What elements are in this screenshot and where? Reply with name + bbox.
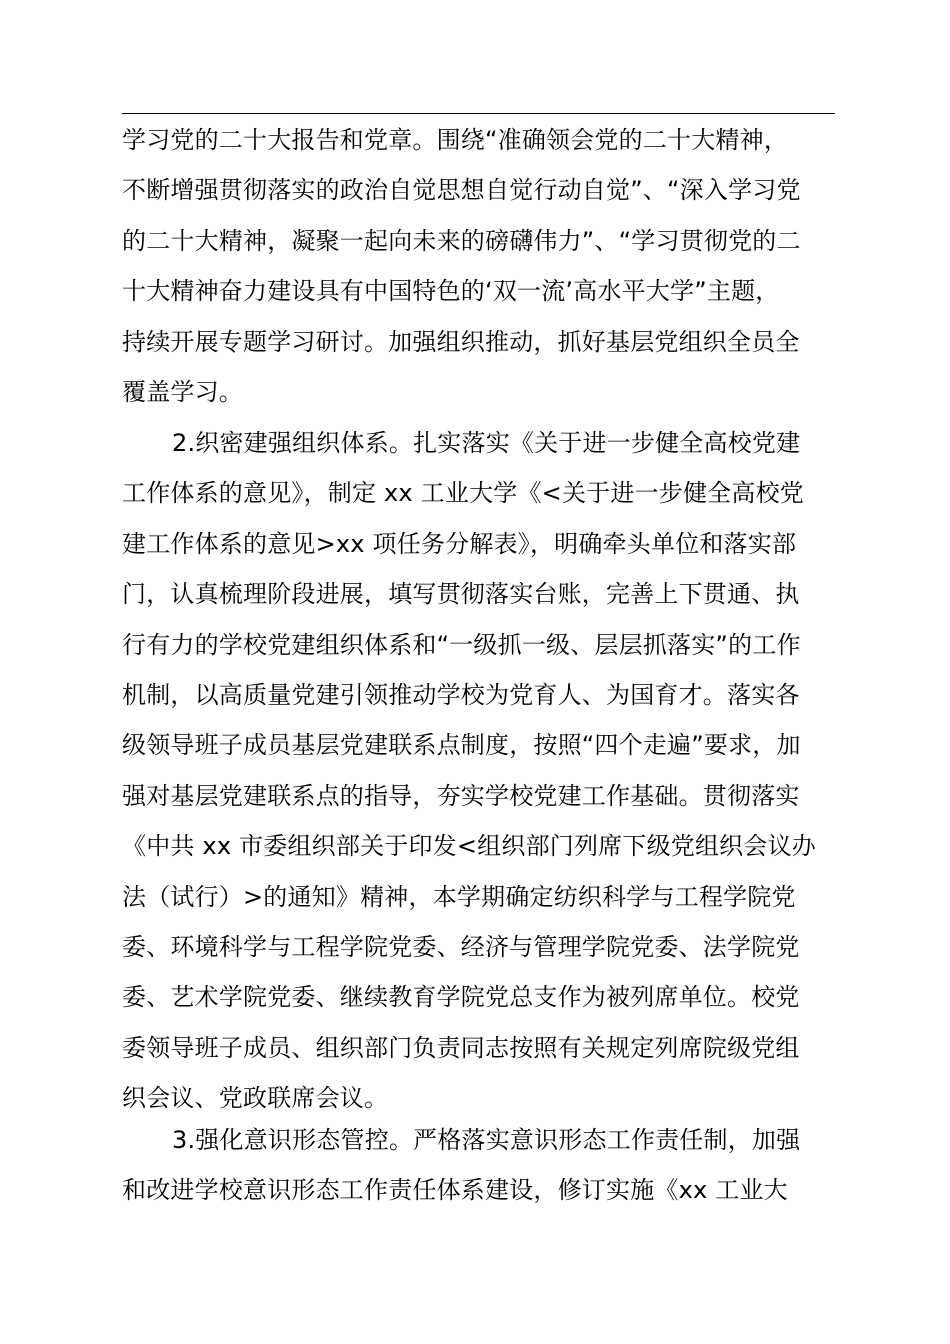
text-line: 《中共 xx 市委组织部关于印发<组织部门列席下级党组织会议办 bbox=[122, 832, 816, 861]
header-rule bbox=[122, 113, 835, 114]
text-line: 持续开展专题学习研讨。加强组织推动，抓好基层党组织全员全 bbox=[122, 327, 800, 356]
text-line: 强对基层党建联系点的指导，夯实学校党建工作基础。贯彻落实 bbox=[122, 781, 800, 810]
text-line: 织会议、党政联席会议。 bbox=[122, 1084, 389, 1113]
text-line: 的二十大精神，凝聚一起向未来的磅礴伟力”、“学习贯彻党的二 bbox=[122, 226, 801, 255]
text-line: 和改进学校意识形态工作责任体系建设，修订实施《xx 工业大 bbox=[122, 1176, 788, 1205]
paragraph-1 bbox=[122, 115, 835, 417]
text-line: 委领导班子成员、组织部门负责同志按照有关规定列席院级党组 bbox=[122, 1033, 800, 1062]
text-line: 法（试行）>的通知》精神，本学期确定纺织科学与工程学院党 bbox=[122, 882, 796, 911]
text-line: 委、环境科学与工程学院党委、经济与管理学院党委、法学院党 bbox=[122, 932, 800, 961]
text-line: 十大精神奋力建设具有中国特色的‘双一流’高水平大学”主题， bbox=[122, 277, 780, 306]
text-line: 机制，以高质量党建引领推动学校为党育人、为国育才。落实各 bbox=[122, 680, 800, 709]
text-line: 工作体系的意见》，制定 xx 工业大学《<关于进一步健全高校党 bbox=[122, 479, 804, 508]
text-line: 不断增强贯彻落实的政治自觉思想自觉行动自觉”、“深入学习党 bbox=[122, 176, 801, 205]
paragraph-3 bbox=[122, 1115, 835, 1216]
text-line: 覆盖学习。 bbox=[122, 377, 243, 406]
text-line: 学习党的二十大报告和党章。围绕“准确领会党的二十大精神， bbox=[122, 126, 789, 154]
text-line: 委、艺术学院党委、继续教育学院党总支作为被列席单位。校党 bbox=[122, 983, 800, 1012]
text-line: 2.织密建强组织体系。扎实落实《关于进一步健全高校党建 bbox=[172, 429, 801, 457]
text-line: 3.强化意识形态管控。严格落实意识形态工作责任制，加强 bbox=[172, 1126, 801, 1154]
paragraph-2 bbox=[122, 418, 835, 1123]
text-line: 门，认真梳理阶段进展，填写贯彻落实台账，完善上下贯通、执 bbox=[122, 580, 800, 609]
text-line: 级领导班子成员基层党建联系点制度，按照“四个走遍”要求，加 bbox=[122, 731, 801, 760]
text-line: 行有力的学校党建组织体系和“一级抓一级、层层抓落实”的工作 bbox=[122, 630, 801, 659]
text-line: 建工作体系的意见>xx 项任务分解表》，明确牵头单位和落实部 bbox=[122, 529, 797, 558]
